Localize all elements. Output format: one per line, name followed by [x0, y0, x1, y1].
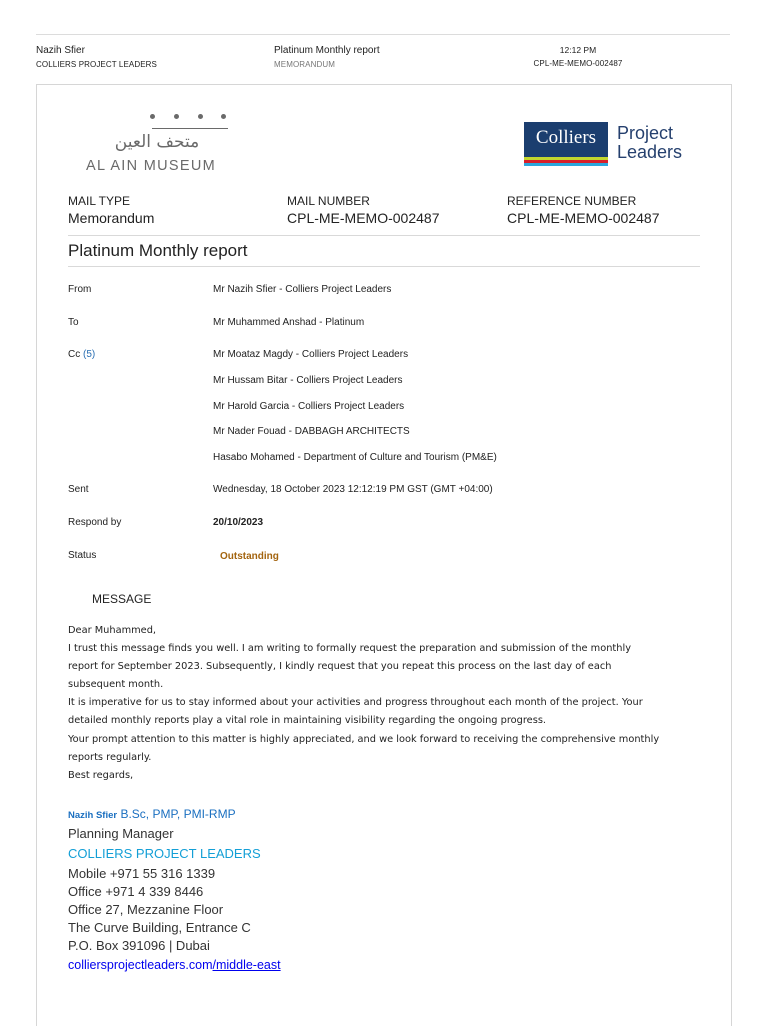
header-time: 12:12 PM — [559, 45, 597, 55]
colliers-project-leaders-text — [617, 124, 682, 162]
from-value: Mr Nazih Sfier - Colliers Project Leaders — [213, 284, 392, 295]
memo-header — [36, 34, 730, 75]
to-label: To — [68, 317, 79, 328]
status-badge: Outstanding — [220, 551, 279, 562]
message-heading: MESSAGE — [92, 592, 152, 606]
message-line: detailed monthly reports play a vital role in maintaining visibility regarding the ongoing progress. — [68, 715, 547, 727]
colliers-line-2: Leaders — [617, 142, 683, 162]
message-line: Best regards, — [68, 769, 134, 781]
signature-building: The Curve Building, Entrance C — [68, 920, 251, 935]
message-line: subsequent month. — [68, 679, 164, 691]
sent-label: Sent — [68, 484, 89, 495]
cc-recipient: Mr Moataz Magdy - Colliers Project Leaders — [213, 349, 409, 360]
mail-number-label: MAIL NUMBER — [287, 194, 370, 208]
museum-logo-dots — [150, 114, 228, 120]
museum-name: AL AIN MUSEUM — [86, 158, 216, 174]
header-subject-block — [274, 45, 380, 69]
cc-recipient: Hasabo Mohamed - Department of Culture and Tourism (PM&E) — [213, 452, 497, 463]
respond-by-label: Respond by — [68, 517, 122, 528]
header-sender-org: COLLIERS PROJECT LEADERS — [36, 60, 157, 69]
header-mail-number: CPL-ME-MEMO-002487 — [533, 59, 623, 68]
museum-logo-rule — [152, 128, 228, 129]
cc-label-row — [68, 349, 95, 360]
museum-arabic-name: متحف العين — [114, 132, 200, 152]
al-ain-museum-logo — [86, 110, 228, 176]
website-link[interactable] — [68, 958, 281, 972]
signature-mobile: Mobile +971 55 316 1339 — [68, 866, 216, 881]
header-sender — [36, 45, 157, 69]
memo-title: Platinum Monthly report — [68, 241, 248, 260]
signature-company: COLLIERS PROJECT LEADERS — [68, 846, 261, 861]
signature-name: Nazih Sfier — [68, 810, 118, 821]
cc-count-link[interactable]: (5) — [83, 349, 96, 360]
from-label: From — [68, 284, 92, 295]
header-mail-type: MEMORANDUM — [274, 60, 335, 69]
message-line: Dear Muhammed, — [68, 625, 157, 636]
header-subject: Platinum Monthly report — [274, 45, 380, 56]
to-value: Mr Muhammed Anshad - Platinum — [213, 317, 365, 328]
mail-type-label: MAIL TYPE — [68, 194, 131, 208]
website-link-path[interactable]: /middle-east — [212, 958, 281, 972]
signature-po-box: P.O. Box 391096 | Dubai — [68, 938, 210, 953]
reference-number-value: CPL-ME-MEMO-002487 — [507, 210, 660, 226]
reference-number-label: REFERENCE NUMBER — [507, 194, 637, 208]
signature-office-address: Office 27, Mezzanine Floor — [68, 902, 224, 917]
header-time-block — [513, 45, 643, 68]
header-sender-name: Nazih Sfier — [36, 45, 85, 56]
signature-name-line — [68, 807, 236, 821]
colliers-logo — [524, 122, 684, 168]
memo-title-bar — [68, 235, 700, 267]
signature-role: Planning Manager — [68, 826, 174, 841]
mail-number-value: CPL-ME-MEMO-002487 — [287, 210, 440, 226]
cc-recipient: Mr Harold Garcia - Colliers Project Leaders — [213, 401, 405, 412]
cc-recipient: Mr Nader Fouad - DABBAGH ARCHITECTS — [213, 426, 410, 437]
colliers-wordmark: Colliers — [535, 127, 597, 148]
message-line: Your prompt attention to this matter is highly appreciated, and we look forward to receiving the comprehensive monthly — [68, 733, 660, 745]
cc-recipient: Mr Hussam Bitar - Colliers Project Leaders — [213, 375, 403, 386]
colliers-line-1: Project — [617, 123, 674, 143]
message-line: It is imperative for us to stay informed about your activities and progress throughout each month of the project. Your — [68, 697, 643, 709]
signature-office-phone: Office +971 4 339 8446 — [68, 884, 204, 899]
colliers-logo-box — [524, 122, 608, 166]
sent-value: Wednesday, 18 October 2023 12:12:19 PM GST (GMT +04:00) — [213, 484, 493, 495]
mail-type-value: Memorandum — [68, 210, 155, 226]
colliers-stripes — [524, 157, 608, 166]
message-line: reports regularly. — [68, 751, 152, 763]
website-link-domain[interactable]: colliersprojectleaders.com — [68, 958, 213, 972]
status-label: Status — [68, 550, 97, 561]
message-line: I trust this message finds you well. I am writing to formally request the preparation and submission of the monthly — [68, 643, 631, 655]
respond-by-value: 20/10/2023 — [213, 517, 264, 528]
cc-label: Cc — [68, 349, 81, 360]
message-line: report for September 2023. Subsequently, I kindly request that you repeat this process on the last day of each — [68, 661, 612, 673]
signature-credentials: B.Sc, PMP, PMI-RMP — [120, 807, 236, 821]
message-body — [68, 622, 708, 785]
